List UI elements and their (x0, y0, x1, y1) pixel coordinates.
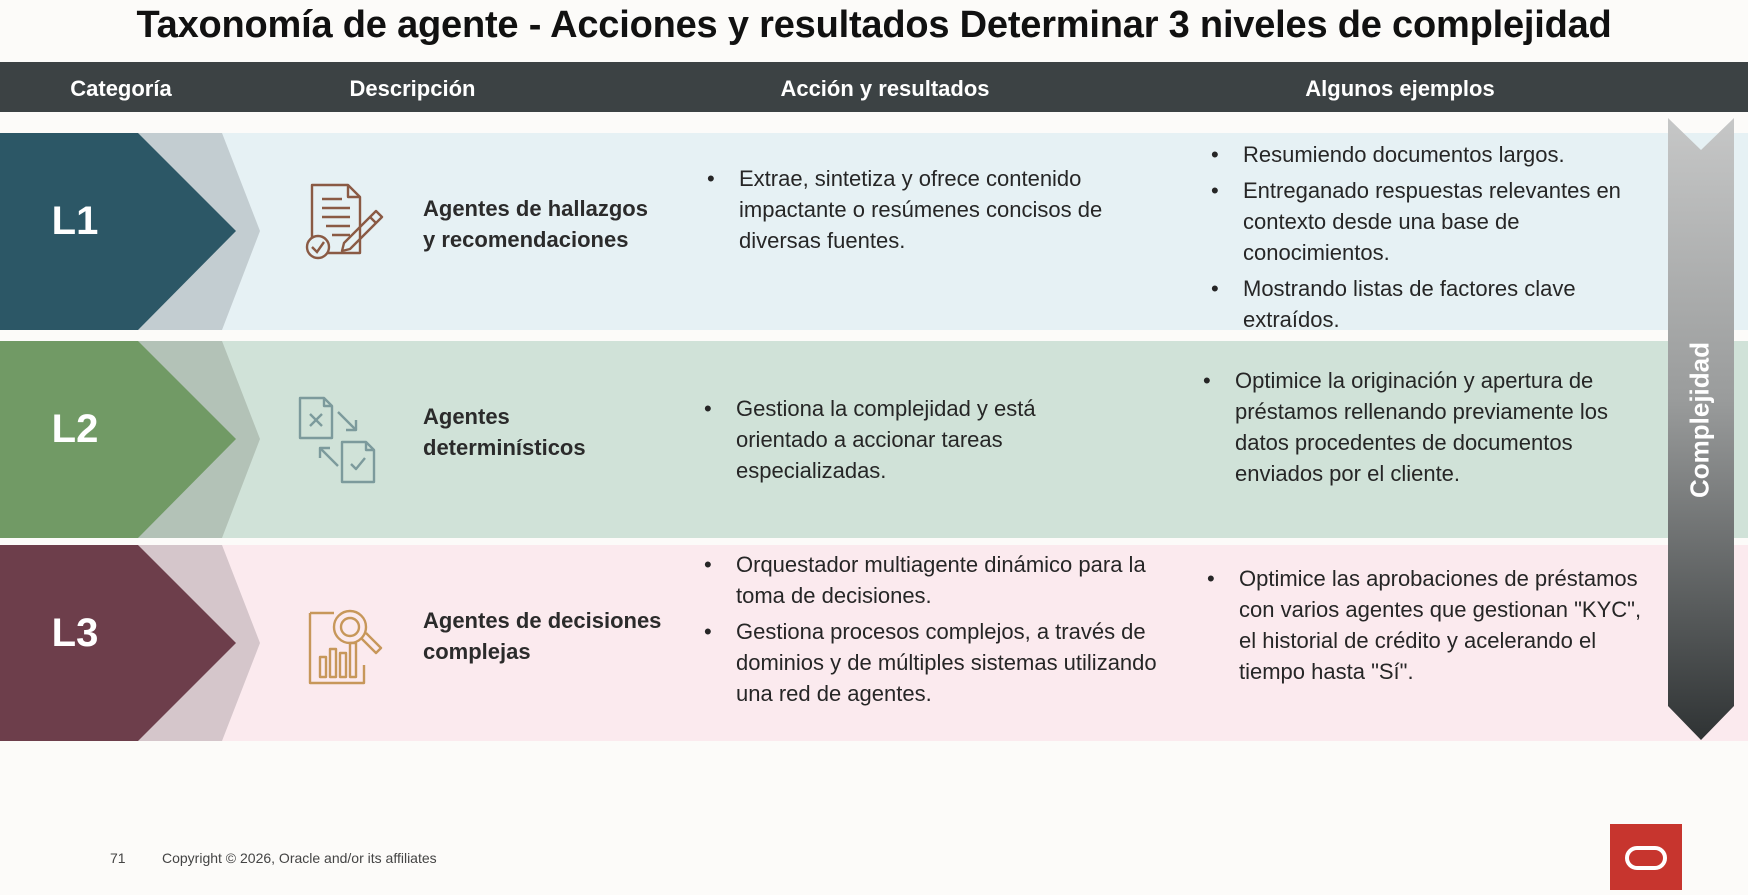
oracle-logo-icon (1610, 824, 1682, 890)
level-label: L3 (51, 611, 99, 655)
examples-list (1201, 365, 1651, 494)
example-item: • Entreganado respuestas relevantes en contexto desde una base de conocimientos. (1209, 175, 1649, 268)
example-item: • Optimice las aprobaciones de préstamos con varios agentes que gestionan "KYC", el historial de crédito y acelerando el tiempo hasta "Sí". (1205, 563, 1655, 687)
examples-list (1209, 139, 1649, 340)
header-examples: Algunos ejemplos (1305, 76, 1495, 101)
example-item: • Resumiendo documentos largos. (1209, 139, 1649, 170)
analytics-search-icon (308, 607, 388, 687)
header-description: Descripción (349, 76, 476, 101)
row-title: Agentes de decisiones complejas (423, 608, 662, 664)
actions-list (702, 549, 1172, 714)
action-item: • Gestiona procesos complejos, a través de dominios y de múltiples sistemas utilizando una red de agentes. (702, 616, 1172, 709)
action-item: • Extrae, sintetiza y ofrece contenido impactante o resúmenes concisos de diversas fuentes. (705, 163, 1125, 256)
oracle-logo (1610, 824, 1682, 890)
level-label: L2 (51, 407, 99, 451)
page-title: Taxonomía de agente - Acciones y resultados Determinar 3 niveles de complejidad (136, 4, 1612, 46)
row-title: Agentes de hallazgos y recomendaciones (423, 196, 648, 252)
example-item: • Mostrando listas de factores clave extraídos. (1209, 273, 1649, 335)
document-exchange-icon (298, 396, 386, 486)
action-item: • Orquestador multiagente dinámico para la toma de decisiones. (702, 549, 1172, 611)
copyright: Copyright © 2026, Oracle and/or its affiliates (162, 850, 437, 866)
row-title: Agentes determinísticos (423, 404, 586, 460)
action-item: • Gestiona la complejidad y está orientado a accionar tareas especializadas. (702, 393, 1122, 486)
document-edit-icon (300, 183, 388, 265)
examples-list (1205, 563, 1655, 692)
row-l2 (0, 341, 1748, 538)
row-l1 (0, 133, 1748, 330)
example-item: • Optimice la originación y apertura de préstamos rellenando previamente los datos procedentes de documentos enviados por el cliente. (1201, 365, 1651, 489)
complexity-label: Complejidad (1684, 341, 1715, 499)
header-actions: Acción y resultados (780, 76, 990, 101)
header-category: Categoría (70, 76, 172, 101)
row-l3 (0, 545, 1748, 741)
page-number: 71 (110, 850, 126, 866)
actions-list (702, 393, 1122, 491)
table-header (0, 62, 1748, 112)
level-label: L1 (51, 199, 99, 243)
actions-list (705, 163, 1125, 261)
